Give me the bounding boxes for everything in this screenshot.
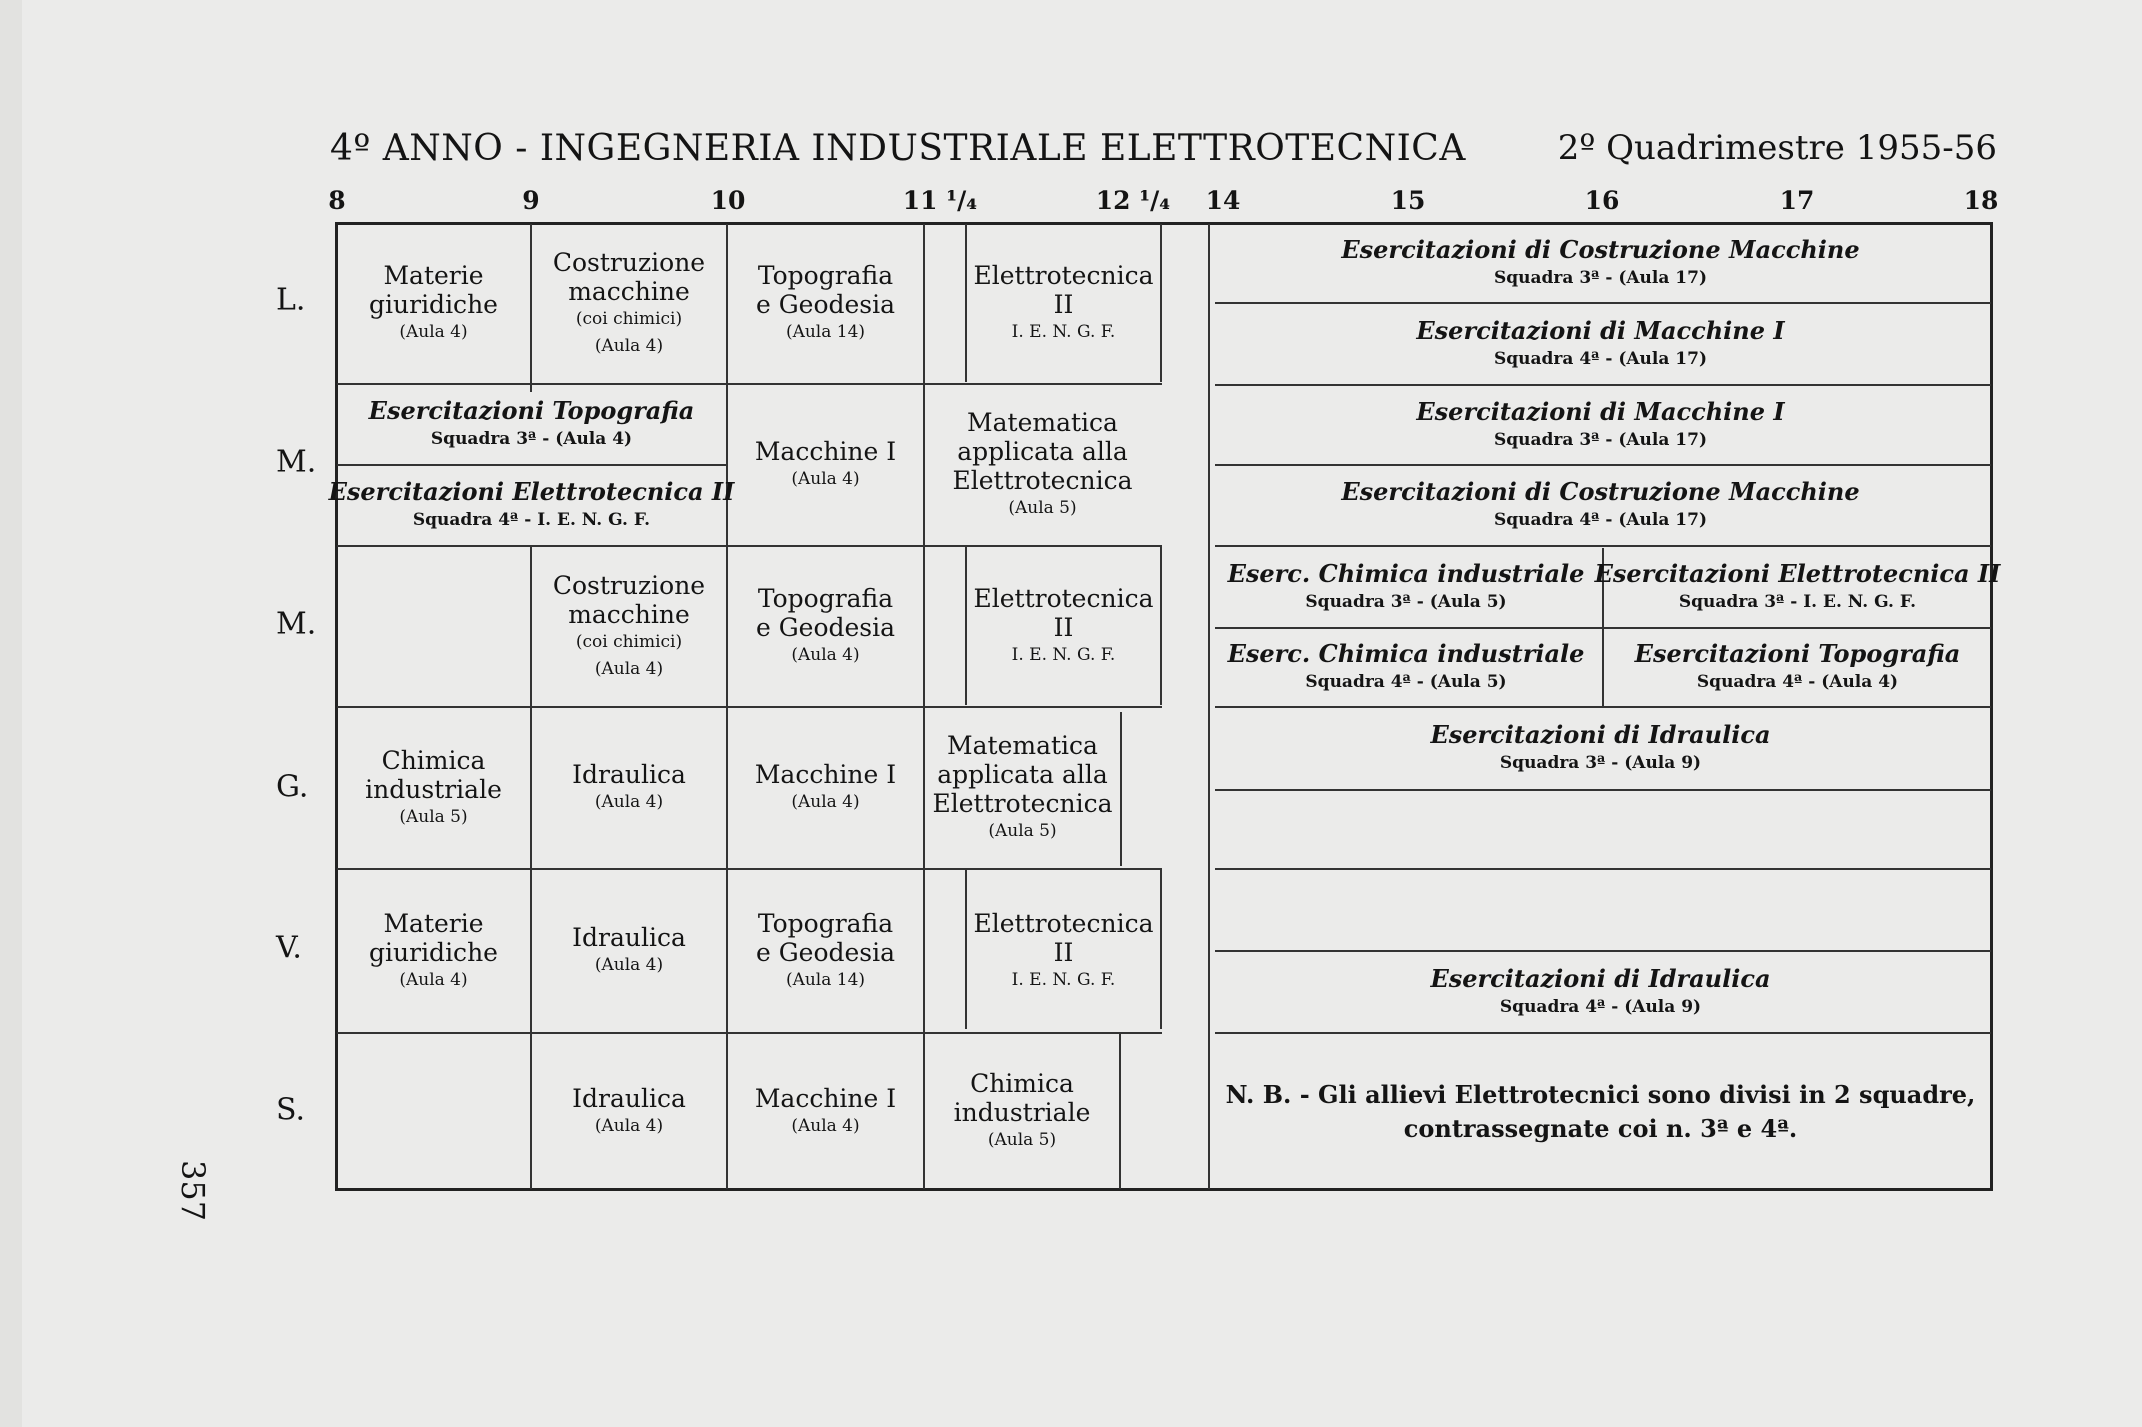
exercise-title: Esercitazioni Topografia bbox=[1634, 639, 1961, 668]
squad-label: Squadra 4ª - (Aula 4) bbox=[1696, 672, 1899, 692]
exercise-title: Esercitazioni Elettrotecnica II bbox=[328, 477, 735, 506]
exercise-cell bbox=[1210, 629, 1602, 706]
hour-label: 14 bbox=[1205, 186, 1241, 215]
day-label-thursday: G. bbox=[276, 769, 309, 805]
subject-name: Macchine I bbox=[754, 1083, 897, 1113]
lesson-cell bbox=[337, 224, 530, 383]
lesson-cell bbox=[728, 224, 923, 383]
lesson-cell bbox=[532, 224, 726, 383]
grid-line bbox=[1215, 868, 1991, 870]
subject-name: macchine bbox=[568, 276, 690, 306]
lesson-cell bbox=[967, 547, 1160, 706]
exercise-title: Eserc. Chimica industriale bbox=[1227, 639, 1585, 668]
lesson-cell bbox=[337, 708, 530, 868]
subject-name: e Geodesia bbox=[755, 613, 896, 642]
room-label: (Aula 4) bbox=[594, 1115, 664, 1136]
grid-line bbox=[1160, 869, 1162, 1029]
lesson-cell bbox=[925, 385, 1160, 545]
subject-name: macchine bbox=[568, 599, 690, 629]
hour-label: 17 bbox=[1779, 186, 1815, 215]
lesson-cell bbox=[967, 224, 1160, 383]
exercise-cell bbox=[1210, 547, 1602, 627]
day-label-wednesday: M. bbox=[276, 606, 317, 642]
subject-name: Matematica bbox=[947, 731, 1098, 760]
subject-name: Idraulica bbox=[572, 923, 686, 952]
squad-label: Squadra 4ª - (Aula 17) bbox=[1494, 510, 1707, 530]
subject-name: Macchine I bbox=[754, 437, 897, 466]
lesson-cell bbox=[532, 547, 726, 706]
hour-label: 10 bbox=[710, 186, 746, 215]
subject-name: Costruzione bbox=[552, 570, 706, 600]
exercise-cell bbox=[1604, 629, 1991, 706]
exercise-cell bbox=[328, 466, 735, 545]
hour-label: 9 bbox=[522, 186, 540, 215]
lesson-cell bbox=[728, 547, 923, 706]
lesson-cell bbox=[925, 708, 1120, 868]
day-label-saturday: S. bbox=[276, 1092, 306, 1128]
room-label: (Aula 4) bbox=[594, 955, 664, 975]
subject-name: Topografia bbox=[757, 584, 894, 613]
note-line: N. B. - Gli allievi Elettrotecnici sono divisi in 2 squadre, bbox=[1225, 1079, 1976, 1109]
exercise-cell bbox=[1594, 547, 2001, 627]
subject-name: Elettrotecnica bbox=[973, 584, 1154, 613]
room-label: (Aula 4) bbox=[791, 469, 860, 489]
room-label: (Aula 4) bbox=[594, 335, 664, 356]
subject-name: II bbox=[1053, 613, 1074, 642]
room-label: (Aula 4) bbox=[399, 322, 468, 342]
subject-name: applicata alla bbox=[937, 760, 1108, 789]
subject-name: Costruzione bbox=[552, 247, 706, 277]
subject-name: e Geodesia bbox=[755, 290, 896, 319]
squad-label: Squadra 4ª - (Aula 5) bbox=[1305, 672, 1507, 692]
squad-label: Squadra 3ª - I. E. N. G. F. bbox=[1678, 591, 1917, 612]
exercise-title: Esercitazioni di Costruzione Macchine bbox=[1341, 477, 1860, 506]
room-label: (Aula 4) bbox=[594, 792, 664, 812]
squad-label: Squadra 4ª - (Aula 17) bbox=[1494, 348, 1707, 369]
lesson-cell bbox=[728, 870, 923, 1032]
grid-line bbox=[1119, 1033, 1121, 1189]
room-label: I. E. N. G. F. bbox=[1011, 645, 1116, 665]
subject-name: Elettrotecnica bbox=[973, 908, 1154, 938]
note-label: (coi chimici) bbox=[575, 631, 683, 652]
subject-name: giuridiche bbox=[369, 937, 498, 967]
subject-name: Topografia bbox=[757, 908, 894, 938]
hour-label: 18 bbox=[1963, 186, 1999, 215]
subject-name: industriale bbox=[953, 1098, 1091, 1127]
exercise-cell bbox=[337, 385, 726, 464]
hour-label: 16 bbox=[1584, 186, 1620, 215]
room-label: I. E. N. G. F. bbox=[1011, 969, 1116, 990]
page-title: 4º ANNO - INGEGNERIA INDUSTRIALE ELETTROTECNICA bbox=[330, 128, 1466, 169]
subject-name: Topografia bbox=[757, 261, 894, 290]
exercise-cell bbox=[1210, 466, 1991, 545]
subject-name: industriale bbox=[365, 774, 502, 804]
exercise-title: Esercitazioni di Macchine I bbox=[1416, 315, 1785, 345]
squad-label: Squadra 4ª - I. E. N. G. F. bbox=[412, 510, 651, 530]
note-label: (coi chimici) bbox=[575, 308, 683, 329]
squad-label: Squadra 3ª - (Aula 17) bbox=[1494, 429, 1707, 450]
period-label: 2º Quadrimestre 1955-56 bbox=[1557, 128, 1997, 168]
lesson-cell bbox=[532, 870, 726, 1032]
grid-line bbox=[1160, 224, 1162, 382]
exercise-title: Eserc. Chimica industriale bbox=[1227, 558, 1585, 588]
room-label: (Aula 4) bbox=[791, 645, 860, 665]
grid-line bbox=[1160, 545, 1162, 705]
exercise-cell bbox=[1210, 386, 1991, 464]
lesson-cell bbox=[967, 870, 1160, 1032]
room-label: I. E. N. G. F. bbox=[1011, 322, 1116, 342]
grid-line bbox=[1215, 789, 1991, 791]
squad-label: Squadra 4ª - (Aula 9) bbox=[1499, 996, 1702, 1017]
subject-name: applicata alla bbox=[957, 437, 1128, 466]
lesson-cell bbox=[925, 1034, 1119, 1189]
subject-name: Idraulica bbox=[572, 1083, 686, 1113]
room-label: (Aula 5) bbox=[988, 821, 1057, 841]
subject-name: giuridiche bbox=[369, 290, 498, 319]
day-label-monday: L. bbox=[276, 282, 306, 318]
subject-name: Elettrotecnica bbox=[952, 466, 1133, 495]
subject-name: Elettrotecnica bbox=[973, 261, 1154, 290]
exercise-title: Esercitazioni Elettrotecnica II bbox=[1594, 558, 2001, 588]
exercise-title: Esercitazioni Topografia bbox=[368, 396, 695, 425]
lesson-cell bbox=[532, 1034, 726, 1189]
grid-line bbox=[1120, 712, 1122, 866]
subject-name: Chimica bbox=[381, 745, 486, 775]
room-label: (Aula 4) bbox=[594, 658, 664, 679]
page-edge bbox=[0, 0, 22, 1427]
hour-label: 12 ¹/₄ bbox=[1095, 186, 1171, 215]
lesson-cell bbox=[532, 708, 726, 868]
exercise-cell bbox=[1210, 952, 1991, 1032]
subject-name: e Geodesia bbox=[755, 937, 896, 967]
exercise-title: Esercitazioni di Idraulica bbox=[1430, 720, 1771, 749]
lesson-cell bbox=[337, 870, 530, 1032]
exercise-title: Esercitazioni di Costruzione Macchine bbox=[1341, 234, 1860, 264]
room-label: (Aula 14) bbox=[785, 322, 866, 342]
squad-label: Squadra 3ª - (Aula 17) bbox=[1494, 267, 1707, 288]
squad-label: Squadra 3ª - (Aula 9) bbox=[1499, 753, 1702, 773]
hour-label: 8 bbox=[328, 186, 346, 215]
room-label: (Aula 4) bbox=[791, 792, 860, 812]
note-line: contrassegnate coi n. 3ª e 4ª. bbox=[1403, 1113, 1798, 1143]
subject-name: Materie bbox=[383, 908, 484, 938]
room-label: (Aula 5) bbox=[987, 1130, 1057, 1150]
exercise-cell bbox=[1210, 304, 1991, 384]
subject-name: Idraulica bbox=[572, 760, 686, 789]
subject-name: II bbox=[1053, 937, 1074, 967]
room-label: (Aula 5) bbox=[1008, 498, 1077, 518]
exercise-title: Esercitazioni di Idraulica bbox=[1430, 963, 1771, 993]
lesson-cell bbox=[728, 385, 923, 545]
subject-name: Matematica bbox=[967, 408, 1118, 437]
room-label: (Aula 14) bbox=[785, 969, 866, 990]
subject-name: Elettrotecnica bbox=[932, 789, 1113, 818]
lesson-cell bbox=[728, 708, 923, 868]
squad-label: Squadra 3ª - (Aula 5) bbox=[1305, 591, 1507, 612]
day-label-friday: V. bbox=[276, 930, 302, 966]
hour-label: 15 bbox=[1390, 186, 1426, 215]
exercise-title: Esercitazioni di Macchine I bbox=[1416, 396, 1785, 426]
subject-name: II bbox=[1053, 290, 1074, 319]
lesson-cell bbox=[728, 1034, 923, 1189]
day-label-tuesday: M. bbox=[276, 444, 317, 480]
room-label: (Aula 5) bbox=[399, 806, 468, 827]
subject-name: Macchine I bbox=[754, 760, 897, 789]
room-label: (Aula 4) bbox=[399, 969, 468, 990]
subject-name: Chimica bbox=[970, 1069, 1074, 1098]
squad-label: Squadra 3ª - (Aula 4) bbox=[430, 429, 633, 449]
page-number: 357 bbox=[174, 1160, 212, 1222]
subject-name: Materie bbox=[383, 261, 484, 290]
hour-label: 11 ¹/₄ bbox=[902, 186, 978, 215]
room-label: (Aula 4) bbox=[791, 1115, 860, 1136]
exercise-cell bbox=[1210, 708, 1991, 789]
note-cell bbox=[1210, 1034, 1991, 1189]
exercise-cell bbox=[1210, 224, 1991, 302]
